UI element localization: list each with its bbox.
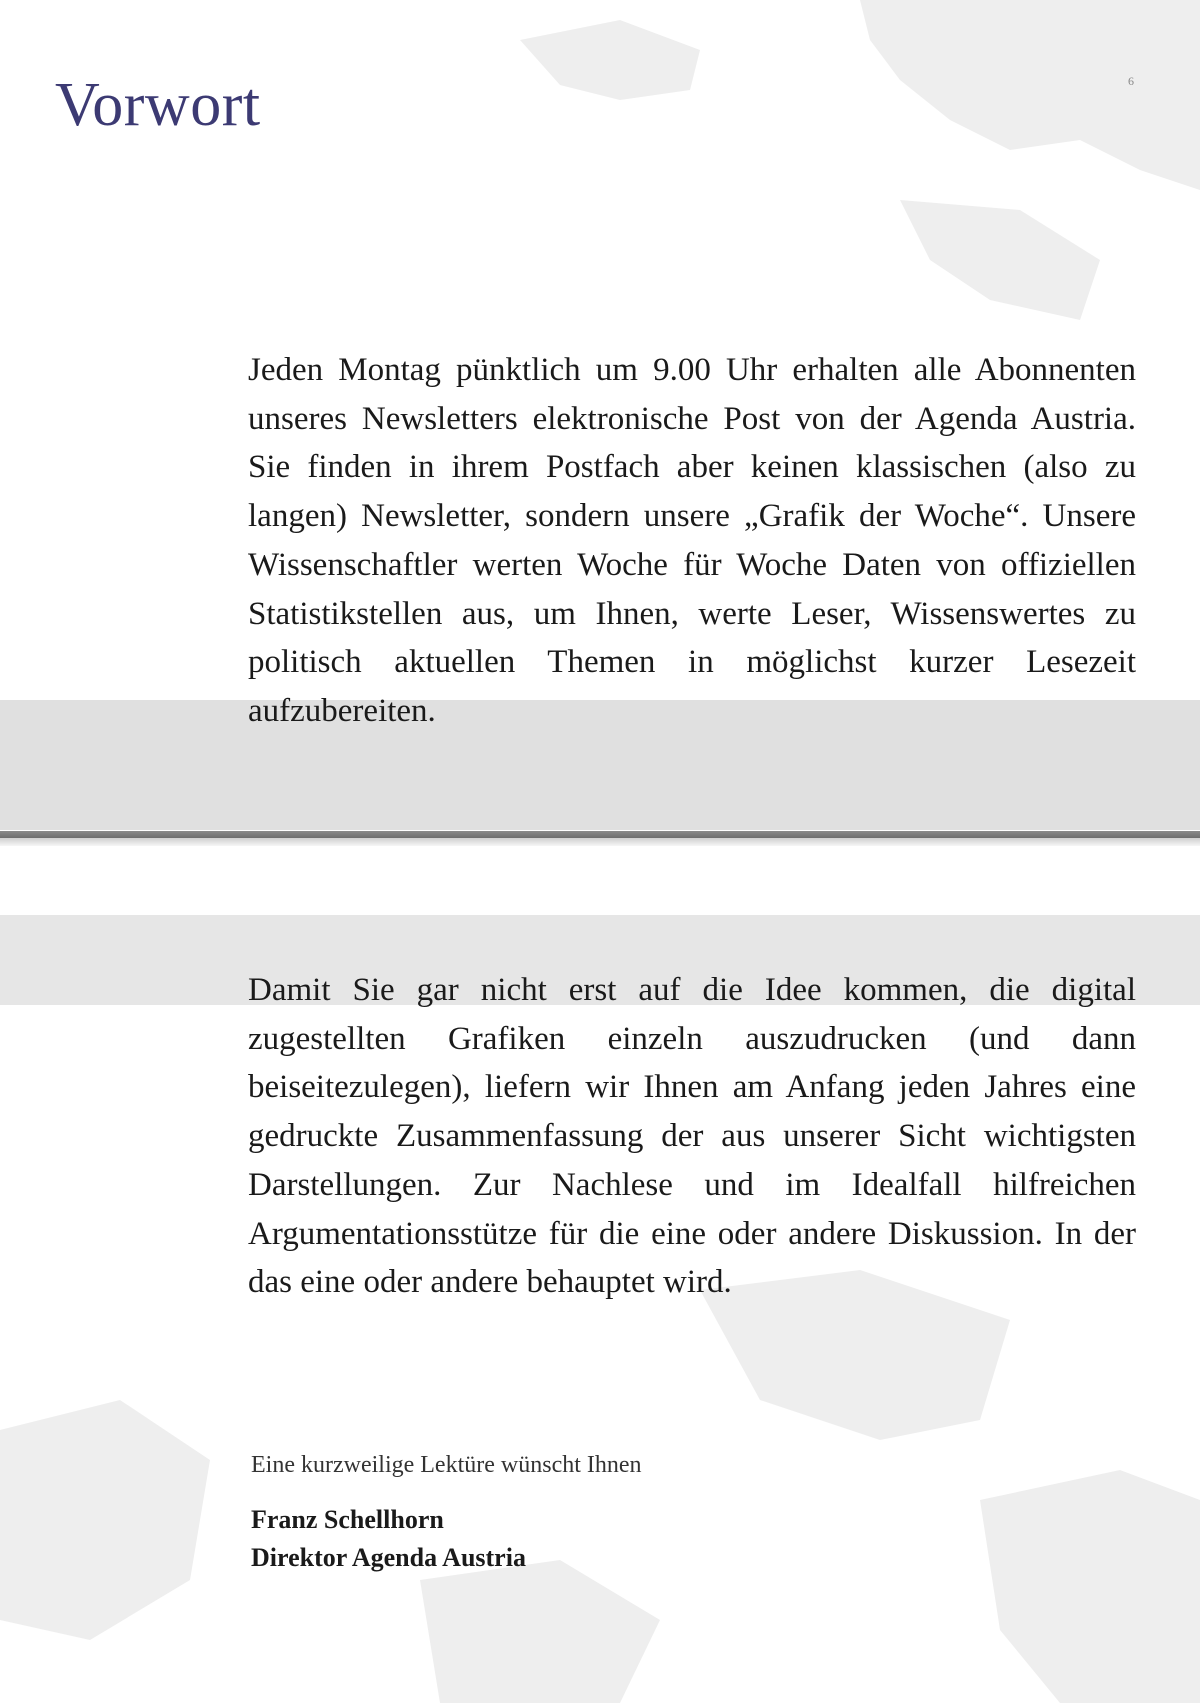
map-shape-bottom-left <box>0 1400 210 1640</box>
body-paragraph-1: Jeden Montag pünktlich um 9.00 Uhr erhalten alle Abonnenten unseres Newsletters elektronische Post von der Agenda Austria. Sie finden in ihrem Postfach aber keinen klassischen (also zu langen) Newsletter, sondern unsere „Grafik der Woche“. Unsere Wissenschaftler werten Woche für Woche Daten von offiziellen Statistikstellen aus, um Ihnen, werte Leser, Wissenswertes zu politisch aktuellen Themen in möglichst kurzer Lesezeit aufzubereiten. <box>248 352 1136 729</box>
map-shape-top-center <box>520 20 700 100</box>
page-divider-shadow <box>0 838 1200 846</box>
page-divider <box>0 831 1200 838</box>
body-paragraph-2: Damit Sie gar nicht erst auf die Idee kommen, die digital zugestellten Grafiken einzeln auszudrucken (und dann beiseitezulegen), liefern wir Ihnen am Anfang jeden Jahres eine gedruckte Zusammenfassung der aus unserer Sicht wichtigsten Darstellungen. Zur Nachlese und im Idealfall hilfreichen Argumentationsstütze für die eine oder andere Diskussion. In der das eine oder andere behauptet wird. <box>248 972 1136 1301</box>
signature-name: Franz Schellhorn <box>251 1505 444 1534</box>
map-shape-right-mid <box>900 200 1100 320</box>
closing-greeting: Eine kurzweilige Lektüre wünscht Ihnen <box>251 1452 642 1478</box>
page-title: Vorwort <box>55 71 261 139</box>
page-number: 6 <box>1128 74 1134 88</box>
map-shape-bottom-right <box>980 1470 1200 1703</box>
map-shape-bottom-center <box>420 1560 660 1703</box>
signature-role: Direktor Agenda Austria <box>251 1543 526 1572</box>
map-shape-top-right <box>860 0 1200 190</box>
